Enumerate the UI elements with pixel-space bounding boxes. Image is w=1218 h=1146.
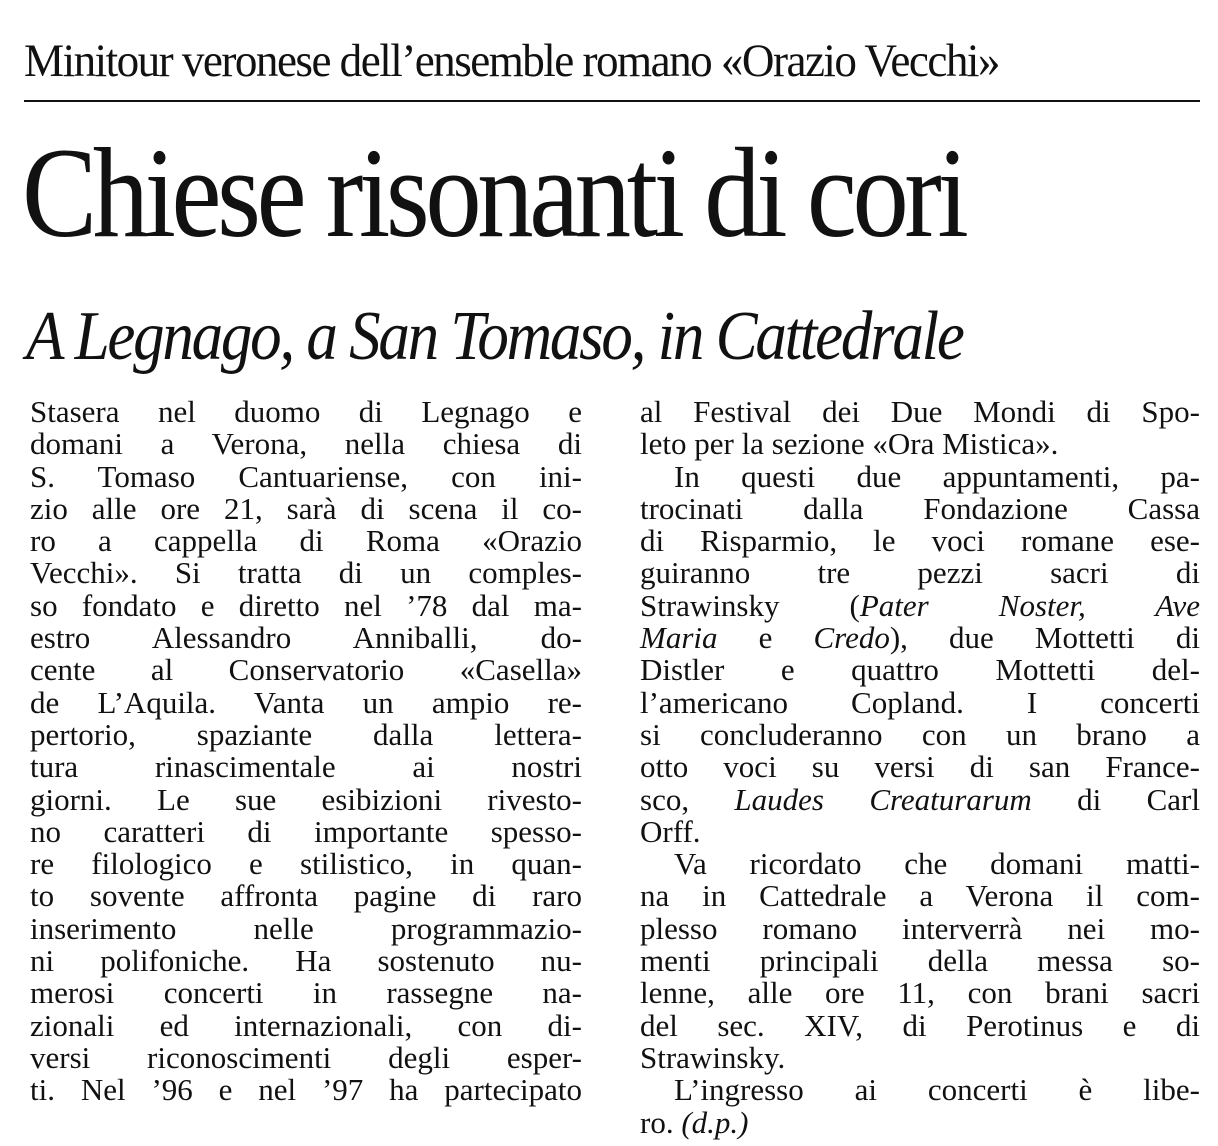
body-line: pertorio, spaziante dalla lettera- <box>30 716 582 752</box>
body-line: ro a cappella di Roma «Orazio <box>30 523 582 559</box>
body-line: leto per la sezione «Ora Mistica». <box>640 426 1059 462</box>
body-line: merosi concerti in rassegne na- <box>30 975 582 1011</box>
body-line: Orff. <box>640 813 701 849</box>
body-line: domani a Verona, nella chiesa di <box>30 426 582 462</box>
body-line: ti. Nel ’96 e nel ’97 ha partecipato <box>30 1072 582 1108</box>
body-line: estro Alessandro Anniballi, do- <box>30 620 582 656</box>
body-line: to sovente affronta pagine di raro <box>30 878 582 914</box>
work-title: Credo <box>813 620 890 656</box>
body-line: menti principali della messa so- <box>640 943 1200 979</box>
article-kicker: Minitour veronese dell’ensemble romano «Orazio Vecchi» <box>24 35 999 87</box>
text-run: sco, <box>640 781 735 817</box>
body-line: L’ingresso ai concerti è libe- <box>674 1072 1200 1108</box>
body-line <box>640 1104 1200 1140</box>
body-line: l’americano Copland. I concerti <box>640 684 1200 720</box>
body-line: guiranno tre pezzi sacri di <box>640 555 1200 591</box>
text-run: di Carl <box>1031 781 1200 817</box>
body-line <box>640 781 1200 817</box>
article-subheadline: A Legnago, a San Tomaso, in Cattedrale <box>26 298 963 375</box>
body-line: so fondato e diretto nel ’78 dal ma- <box>30 587 582 623</box>
body-line <box>640 587 1201 623</box>
text-run: ro. <box>640 1104 682 1140</box>
body-line: de L’Aquila. Vanta un ampio re- <box>30 684 582 720</box>
body-line: trocinati dalla Fondazione Cassa <box>640 490 1200 526</box>
body-line: tura rinascimentale ai nostri <box>30 749 582 785</box>
body-line: Stasera nel duomo di Legnago e <box>30 394 582 429</box>
body-column-left <box>30 396 582 1107</box>
body-line: Va ricordato che domani matti- <box>674 846 1200 882</box>
kicker-divider <box>24 100 1200 102</box>
work-title: Pater Noster, Ave <box>859 587 1201 623</box>
body-line: ni polifoniche. Ha sostenuto nu- <box>30 943 582 979</box>
article-headline: Chiese risonanti di cori <box>22 122 965 264</box>
body-line <box>640 622 1200 654</box>
author-initials: (d.p.) <box>681 1104 749 1140</box>
body-line: inserimento nelle programmazio- <box>30 910 582 946</box>
body-line: cente al Conservatorio «Casella» <box>30 652 582 688</box>
body-line: na in Cattedrale a Verona il com- <box>640 878 1200 914</box>
work-title: Maria <box>640 620 718 656</box>
work-title: Laudes Creaturarum <box>734 781 1032 817</box>
body-line: si concluderanno con un brano a <box>640 716 1200 752</box>
body-line: re filologico e stilistico, in quan- <box>30 846 582 882</box>
article-body <box>0 394 1218 1140</box>
body-line: del sec. XIV, di Perotinus e di <box>640 1007 1200 1043</box>
body-line: Distler e quattro Mottetti del- <box>640 652 1200 688</box>
body-line: Strawinsky. <box>640 1039 786 1075</box>
body-line: S. Tomaso Cantuariense, con ini- <box>30 458 582 494</box>
body-line: no caratteri di importante spesso- <box>30 813 582 849</box>
body-line: versi riconoscimenti degli esper- <box>30 1039 582 1075</box>
body-line: plesso romano interverrà nei mo- <box>640 910 1200 946</box>
body-line: Vecchi». Si tratta di un comples- <box>30 555 582 591</box>
text-run: ), due Mottetti di <box>889 620 1200 656</box>
text-run: e <box>717 620 814 656</box>
text-run: Strawinsky ( <box>640 587 860 623</box>
body-line: zionali ed internazionali, con di- <box>30 1007 582 1043</box>
body-line: otto voci su versi di san France- <box>640 749 1200 785</box>
body-line: In questi due appuntamenti, pa- <box>674 458 1200 494</box>
body-line: lenne, alle ore 11, con brani sacri <box>640 975 1200 1011</box>
body-line: al Festival dei Due Mondi di Spo- <box>640 394 1200 429</box>
body-line: di Risparmio, le voci romane ese- <box>640 523 1200 559</box>
body-line: giorni. Le sue esibizioni rivesto- <box>30 781 582 817</box>
body-column-right <box>640 396 1200 1139</box>
body-line: zio alle ore 21, sarà di scena il co- <box>30 490 582 526</box>
